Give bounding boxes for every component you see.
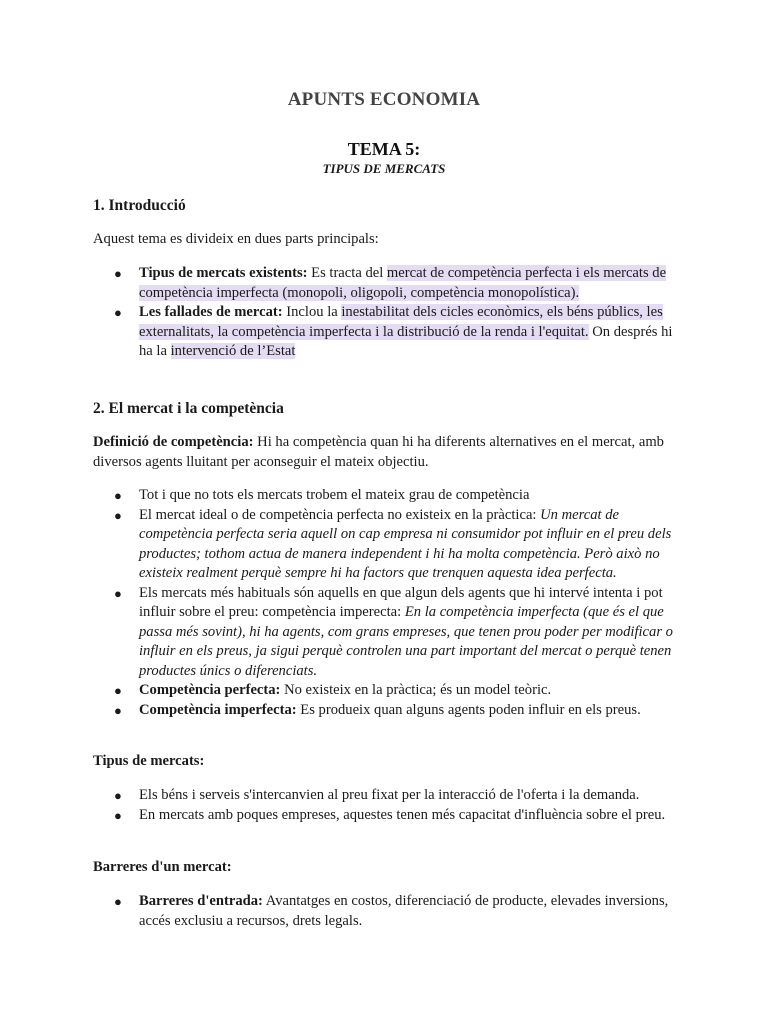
competition-bullet-list [93,486,678,720]
bullet-text: En mercats amb poques empreses, aquestes tenen més capacitat d'influència sobre el preu. [139,806,666,823]
list-item [93,806,678,826]
bullet-icon: ● [114,683,122,698]
bullet-text: El mercat ideal o de competència perfecta no existeix en la pràctica: [139,506,541,523]
bullet-text: Es produeix quan alguns agents poden influir en els preus. [296,701,641,718]
topic-number: TEMA 5: [347,139,421,159]
subheading-barreres: Barreres d'un mercat: [93,859,232,875]
definition-text: Hi ha competència quan hi ha diferents alternatives en el mercat, amb diversos agents lluitant per aconseguir el mateix objectiu. [93,434,664,470]
bullet-icon: ● [114,788,122,803]
list-item [93,892,678,931]
subheading-tipus-mercats: Tipus de mercats: [93,753,205,769]
bullet-text: Tot i que no tots els mercats trobem el mateix grau de competència [139,487,530,503]
list-item [93,681,678,701]
bullet-text: No existeix en la pràctica; és un model teòric. [280,682,552,698]
highlighted-text: mercat de competència perfecta i els mercats de competència imperfecta (monopoli, oligopoli, competència monopolística). [139,265,667,301]
highlighted-text: inestabilitat dels cicles econòmics, els béns públics, les externalitats, la competència imperfecta i la distribució de la renda i l'equitat. [139,304,663,340]
list-item [93,786,678,806]
intro-bullet-list [93,264,678,362]
document-title: APUNTS ECONOMIA [287,89,481,110]
section-heading-mercat-competencia: 2. El mercat i la competència [93,400,284,417]
bullet-icon: ● [114,507,122,523]
definition-label: Definició de competència: [93,434,254,450]
bullet-text: On després hi ha la [139,323,673,359]
bullet-icon: ● [114,585,122,601]
list-item [93,486,678,506]
list-item [93,584,678,682]
intro-paragraph: Aquest tema es divideix en dues parts principals: [93,231,379,247]
definition-paragraph [93,433,683,472]
topic-subtitle: TIPUS DE MERCATS [322,161,446,176]
bullet-icon: ● [114,894,122,909]
bullet-label: Competència perfecta: [139,682,281,698]
barriers-list [93,892,678,931]
bullet-label: Tipus de mercats existents: [139,265,308,281]
section-heading-introduccio: 1. Introducció [93,197,186,214]
market-types-list [93,786,678,825]
list-item [93,264,678,303]
bullet-italic-text: En la competència imperfecta (que és el que passa més sovint), hi ha agents, com grans empreses, que tenen prou poder per modificar o influir en els preus, ja sigui perquè controlen una part important del mercat o perquè tenen productes únics o diferenciats. [139,604,673,679]
bullet-label: Les fallades de mercat: [139,304,283,320]
list-item [93,701,678,721]
bullet-icon: ● [114,488,122,503]
bullet-icon: ● [114,305,122,320]
bullet-text: Els béns i serveis s'intercanvien al preu fixat per la interacció de l'oferta i la demanda. [139,787,640,803]
bullet-label: Competència imperfecta: [139,701,297,718]
bullet-italic-text: Un mercat de competència perfecta seria aquell on cap empresa ni consumidor pot influir en el preu dels productes; tothom actua de manera independent i hi ha molta competència. Però això no existeix realment perquè sempre hi ha factors que trenquen aquesta idea perfecta. [139,506,672,581]
list-item [93,506,678,584]
highlighted-text: intervenció de l’Estat [170,343,296,359]
list-item [93,303,678,362]
bullet-label: Barreres d'entrada: [139,893,263,909]
bullet-icon: ● [114,266,122,281]
bullet-text: Es tracta del [307,265,387,281]
bullet-text: Els mercats més habituals són aquells en que algun dels agents que hi intervé intenta i pot influir sobre el preu: competència imperecta: [139,584,663,620]
bullet-icon: ● [114,807,122,823]
bullet-icon: ● [114,702,122,718]
bullet-text: Avantatges en costos, diferenciació de producte, elevades inversions, accés exclusiu a recursos, drets legals. [139,893,669,929]
bullet-text: Inclou la [282,304,342,320]
